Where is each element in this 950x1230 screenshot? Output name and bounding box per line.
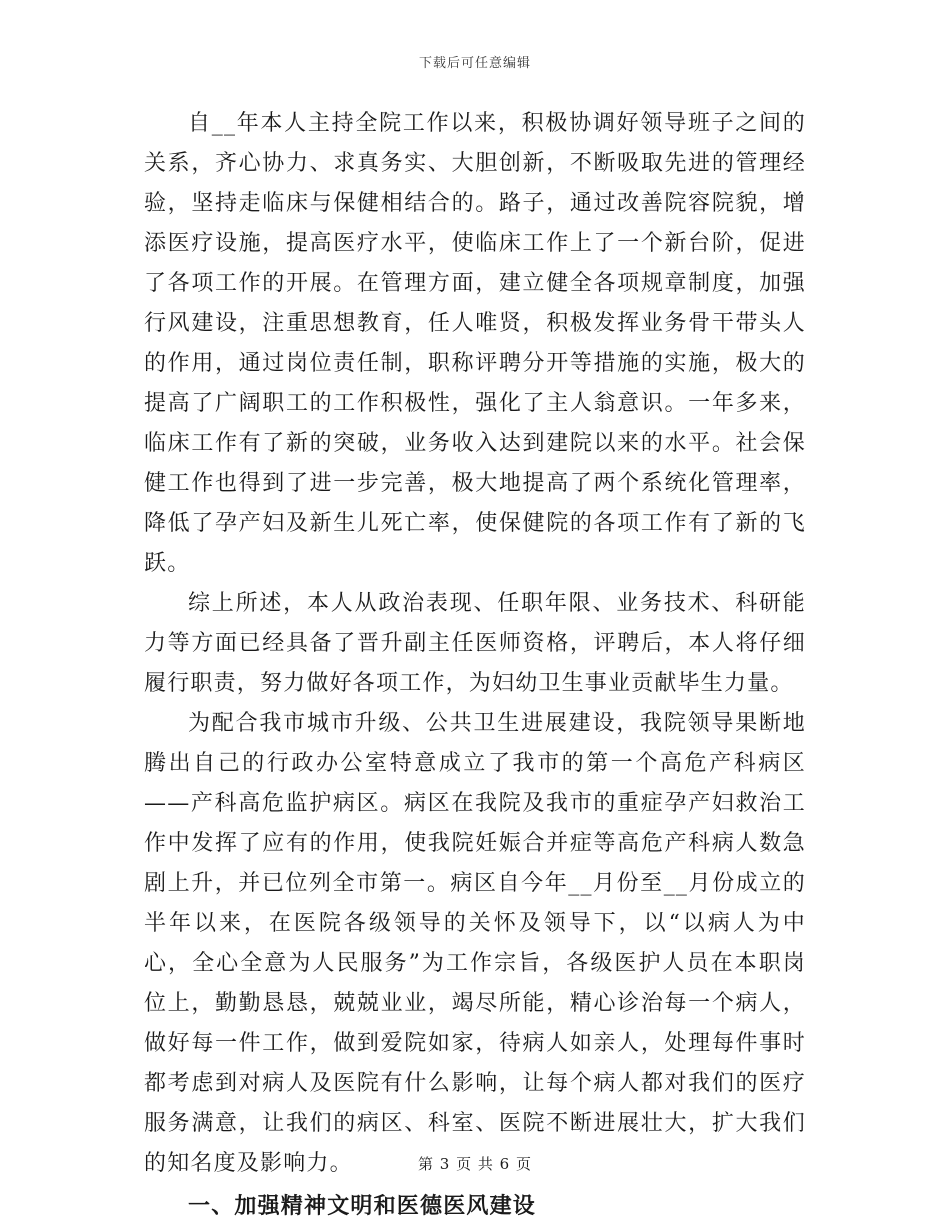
paragraph-high-risk-ward: 为配合我市城市升级、公共卫生进展建设，我院领导果断地腾出自己的行政办公室特意成立了我市的第一个高危产科病区——产科高危监护病区。病区在我院及我市的重症孕产妇救治工作中发挥了应有的作用，使我院妊娠合并症等高危产科病人数急剧上升，并已位列全市第一。病区自今年__月份至__月份成立的半年以来，在医院各级领导的关怀及领导下，以“以病人为中心，全心全意为人民服务”为工作宗旨，各级医护人员在本职岗位上，勤勤恳恳，兢兢业业，竭尽所能，精心诊治每一个病人，做好每一件工作，做到爱院如家，待病人如亲人，处理每件事时都考虑到对病人及医院有什么影响，让每个病人都对我们的医疗服务满意，让我们的病区、科室、医院不断进展壮大，扩大我们的知名度及影响力。 xyxy=(144,711,806,1176)
page-header: 下载后可任意编辑 xyxy=(418,56,531,71)
section-heading: 一、加强精神文明和医德医风建设 xyxy=(188,1193,537,1219)
paragraph-leadership-work: 自__年本人主持全院工作以来，积极协调好领导班子之间的关系，齐心协力、求真务实、大胆创新，不断吸取先进的管理经验，坚持走临床与保健相结合的。路子，通过改善院容院貌，增添医疗设施，提高医疗水平，使临床工作上了一个新台阶，促进了各项工作的开展。在管理方面，建立健全各项规章制度，加强行风建设，注重思想教育，任人唯贤，积极发挥业务骨干带头人的作用，通过岗位责任制，职称评聘分开等措施的实施，极大的提高了广阔职工的工作积极性，强化了主人翁意识。一年多来，临床工作有了新的突破，业务收入达到建院以来的水平。社会保健工作也得到了进一步完善，极大地提高了两个系统化管理率，降低了孕产妇及新生儿死亡率，使保健院的各项工作有了新的飞跃。 xyxy=(144,111,806,576)
page-footer: 第 3 页 共 6 页 xyxy=(418,1155,532,1173)
paragraph-summary: 综上所述，本人从政治表现、任职年限、业务技术、科研能力等方面已经具备了晋升副主任医师资格，评聘后，本人将仔细履行职责，努力做好各项工作，为妇幼卫生事业贡献毕生力量。 xyxy=(144,591,806,696)
document-body xyxy=(144,104,806,1226)
